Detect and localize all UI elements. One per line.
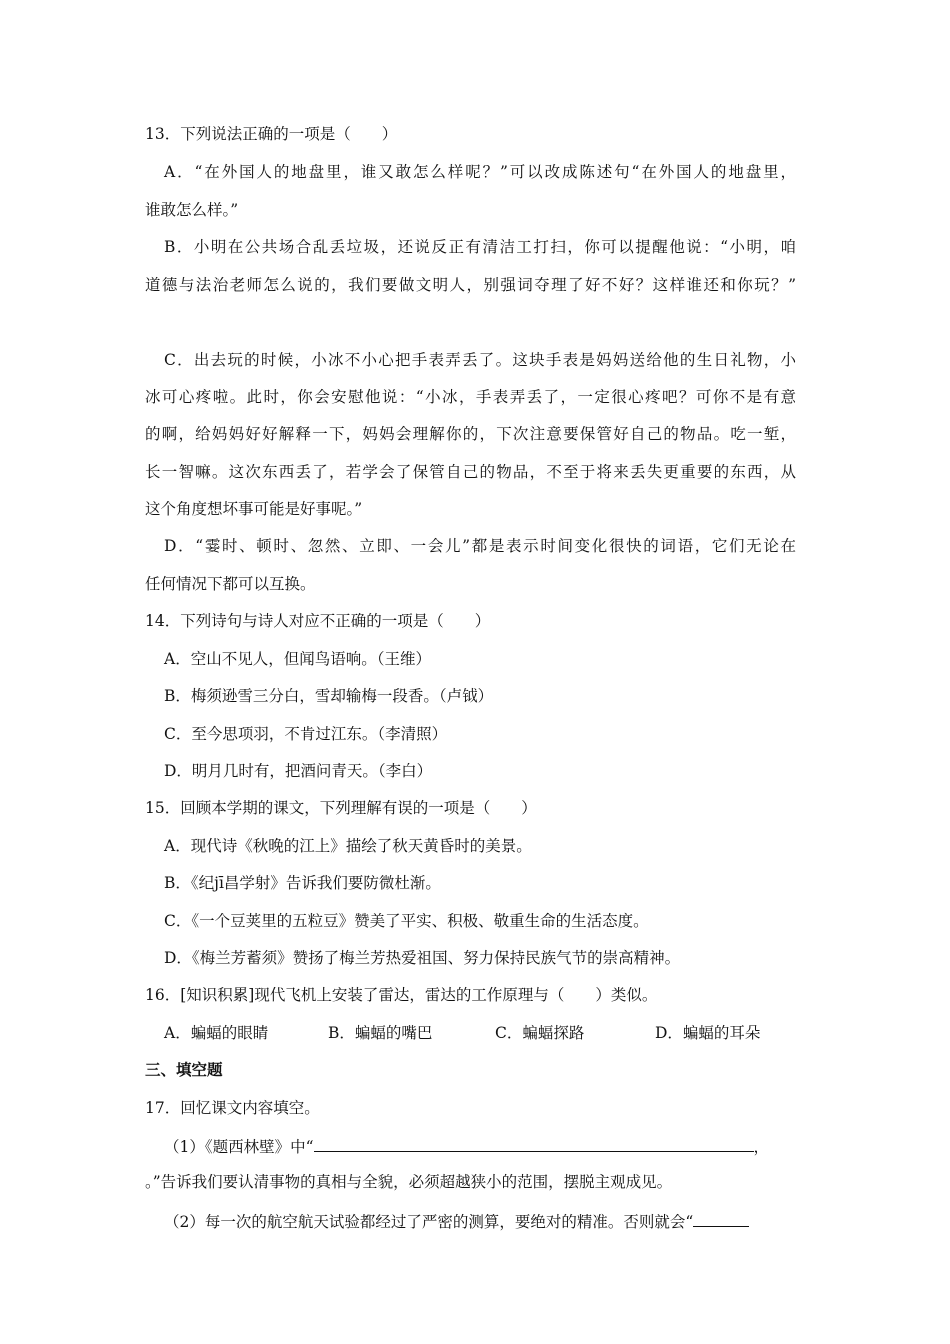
q17-part2-text: （2）每一次的航空航天试验都经过了严密的测算，要绝对的精准。否则就会“ [164, 1213, 694, 1231]
q16-option-c: C．蝙蝠探路 [495, 1024, 585, 1042]
q13-option-c-line3: 的啊，给妈妈好好解释一下，妈妈会理解你的，下次注意要保管好自己的物品。吃一堑， [145, 425, 796, 443]
q16-options [0, 1023, 950, 1043]
q15-option-b: B．《纪jī昌学射》告诉我们要防微杜渐。 [164, 874, 441, 892]
q17-part2-blank[interactable] [693, 1210, 749, 1227]
section-heading-fill-blank: 三、填空题 [145, 1061, 223, 1079]
q16-stem: 16．[知识积累]现代飞机上安装了雷达，雷达的工作原理与（ ）类似。 [145, 986, 658, 1004]
q17-part1-blank[interactable] [314, 1135, 754, 1152]
q13-option-d-line1: D．“霎时、顿时、忽然、立即、一会儿”都是表示时间变化很快的词语，它们无论在 [164, 537, 796, 555]
q14-option-a: A．空山不见人，但闻鸟语响。（王维） [164, 650, 431, 668]
q17-part1-line1 [164, 1135, 796, 1157]
q14-stem: 14．下列诗句与诗人对应不正确的一项是（ ） [145, 612, 491, 630]
q13-option-b-line1: B．小明在公共场合乱丢垃圾，还说反正有清洁工打扫，你可以提醒他说：“小明，咱 [164, 238, 796, 256]
q13-option-a-line2: 谁敢怎么样。” [145, 201, 239, 219]
q13-option-c-line2: 冰可心疼啦。此时，你会安慰他说：“小冰，手表弄丢了，一定很心疼吧？可你不是有意 [145, 388, 796, 406]
q17-part1-prefix: （1）《题西林壁》中“ [164, 1138, 314, 1156]
q14-option-c: C．至今思项羽，不肯过江东。（李清照） [164, 725, 448, 743]
q14-option-d: D．明月几时有，把酒问青天。（李白） [164, 762, 433, 780]
q13-option-d-line2: 任何情况下都可以互换。 [145, 575, 316, 593]
q16-option-b: B．蝙蝠的嘴巴 [328, 1024, 433, 1042]
q16-option-a: A．蝙蝠的眼睛 [164, 1024, 269, 1042]
q17-part1-line2: 。”告诉我们要认清事物的真相与全貌，必须超越狭小的范围，摆脱主观成见。 [145, 1173, 673, 1191]
q15-option-d: D．《梅兰芳蓄须》赞扬了梅兰芳热爱祖国、努力保持民族气节的崇高精神。 [164, 949, 681, 967]
q15-option-a: A．现代诗《秋晚的江上》描绘了秋天黄昏时的美景。 [164, 837, 532, 855]
q13-stem: 13．下列说法正确的一项是（ ） [145, 125, 398, 143]
q15-stem: 15．回顾本学期的课文，下列理解有误的一项是（ ） [145, 799, 537, 817]
q13-option-c-line4: 长一智嘛。这次东西丢了，若学会了保管自己的物品，不至于将来丢失更重要的东西，从 [145, 463, 796, 481]
q15-option-c: C．《一个豆荚里的五粒豆》赞美了平实、积极、敬重生命的生活态度。 [164, 912, 649, 930]
q13-option-b-line2: 道德与法治老师怎么说的，我们要做文明人，别强词夺理了好不好？这样谁还和你玩？” [145, 276, 796, 294]
q13-option-a-line1: A．“在外国人的地盘里，谁又敢怎么样呢？”可以改成陈述句“在外国人的地盘里， [164, 163, 796, 181]
q13-option-c-line5: 这个角度想坏事可能是好事呢。” [145, 500, 363, 518]
q16-option-d: D．蝙蝠的耳朵 [655, 1024, 761, 1042]
q14-option-b: B．梅须逊雪三分白，雪却输梅一段香。（卢钺） [164, 687, 494, 705]
q17-part1-comma: ， [753, 1138, 770, 1156]
q17-stem: 17．回忆课文内容填空。 [145, 1099, 320, 1117]
q17-part2-line1 [164, 1210, 804, 1232]
q13-option-c-line1: C．出去玩的时候，小冰不小心把手表弄丢了。这块手表是妈妈送给他的生日礼物，小 [164, 351, 796, 369]
